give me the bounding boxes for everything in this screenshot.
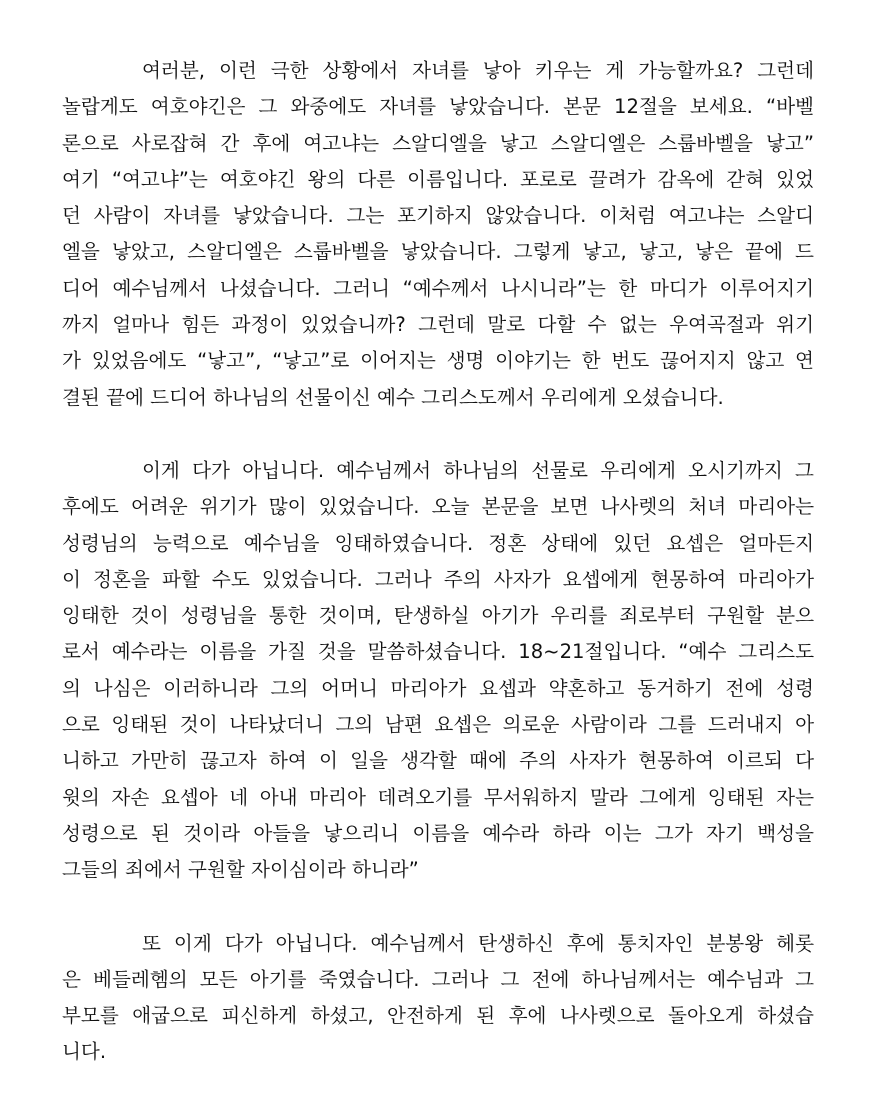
text-line: 가 있었음에도 “낳고”, “낳고”로 이어지는 생명 이야기는 한 번도 끊어지지 않고 연 — [62, 349, 814, 373]
text-line: 부모를 애굽으로 피신하게 하셨고, 안전하게 된 후에 나사렛으로 돌아오게 하셨습 — [62, 1004, 814, 1028]
text-line: 까지 얼마나 힘든 과정이 있었습니까? 그런데 말로 다할 수 없는 우여곡절과 위기 — [62, 313, 814, 337]
text-line: 디어 예수님께서 나셨습니다. 그러니 “예수께서 나시니라”는 한 마디가 이루어지기 — [62, 276, 814, 300]
text-line: 놀랍게도 여호야긴은 그 와중에도 자녀를 낳았습니다. 본문 12절을 보세요. “바벨 — [62, 95, 814, 119]
text-line: 엘을 낳았고, 스알디엘은 스룹바벨을 낳았습니다. 그렇게 낳고, 낳고, 낳은 끝에 드 — [62, 240, 814, 264]
paragraph-1 — [62, 53, 814, 416]
text-line: 또 이게 다가 아닙니다. 예수님께서 탄생하신 후에 통치자인 분봉왕 헤롯 — [142, 931, 814, 955]
paragraph-2 — [62, 453, 814, 889]
text-line: 여기 “여고냐”는 여호야긴 왕의 다른 이름입니다. 포로로 끌려가 감옥에 갇혀 있었 — [62, 167, 814, 191]
document-page — [62, 53, 814, 1108]
text-line: 후에도 어려운 위기가 많이 있었습니다. 오늘 본문을 보면 나사렛의 처녀 마리아는 — [62, 495, 814, 519]
text-line: 성령으로 된 것이라 아들을 낳으리니 이름을 예수라 하라 이는 그가 자기 백성을 — [62, 821, 814, 845]
text-line: 던 사람이 자녀를 낳았습니다. 그는 포기하지 않았습니다. 이처럼 여고냐는 스알디 — [62, 204, 814, 228]
text-line: 론으로 사로잡혀 간 후에 여고냐는 스알디엘을 낳고 스알디엘은 스룹바벨을 낳고” — [62, 131, 814, 155]
text-line: 성령님의 능력으로 예수님을 잉태하였습니다. 정혼 상태에 있던 요셉은 얼마든지 — [62, 531, 814, 555]
text-line: 니다. — [62, 1040, 107, 1064]
text-line: 니하고 가만히 끊고자 하여 이 일을 생각할 때에 주의 사자가 현몽하여 이르되 다 — [62, 749, 814, 773]
paragraph-3 — [62, 926, 814, 1071]
text-line: 그들의 죄에서 구원할 자이심이라 하니라” — [62, 858, 419, 882]
text-line: 여러분, 이런 극한 상황에서 자녀를 낳아 키우는 게 가능할까요? 그런데 — [142, 59, 814, 82]
text-line: 은 베들레헴의 모든 아기를 죽였습니다. 그러나 그 전에 하나님께서는 예수님과 그 — [62, 967, 814, 991]
text-line: 이게 다가 아닙니다. 예수님께서 하나님의 선물로 우리에게 오시기까지 그 — [142, 458, 814, 482]
text-line: 으로 잉태된 것이 나타났더니 그의 남편 요셉은 의로운 사람이라 그를 드러내지 아 — [62, 713, 814, 737]
text-line: 윗의 자손 요셉아 네 아내 마리아 데려오기를 무서워하지 말라 그에게 잉태된 자는 — [62, 785, 814, 809]
text-line: 로서 예수라는 이름을 가질 것을 말씀하셨습니다. 18~21절입니다. “예수 그리스도 — [62, 640, 814, 664]
text-line: 잉태한 것이 성령님을 통한 것이며, 탄생하실 아기가 우리를 죄로부터 구원할 분으 — [62, 604, 814, 628]
text-line: 의 나심은 이러하니라 그의 어머니 마리아가 요셉과 약혼하고 동거하기 전에 성령 — [62, 676, 814, 700]
text-line: 결된 끝에 드디어 하나님의 선물이신 예수 그리스도께서 우리에게 오셨습니다. — [62, 385, 724, 409]
text-line: 이 정혼을 파할 수도 있었습니다. 그러나 주의 사자가 요셉에게 현몽하여 마리아가 — [62, 567, 814, 591]
